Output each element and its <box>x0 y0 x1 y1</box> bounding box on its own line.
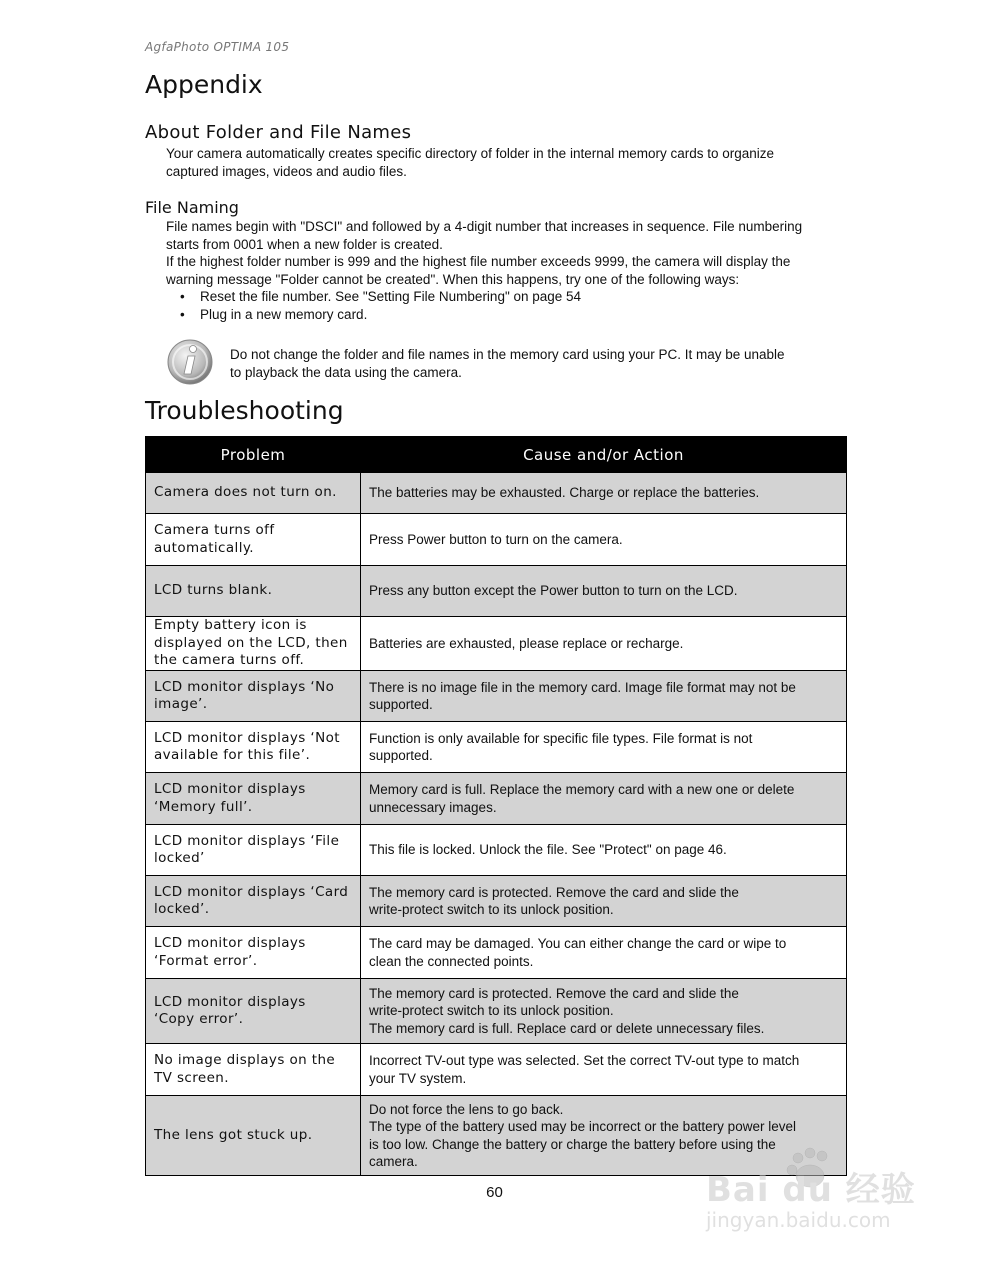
baidu-watermark <box>700 1140 940 1240</box>
cell-line: LCD monitor displays ‘No <box>154 678 335 695</box>
cell-line: ‘Format error’. <box>154 952 258 969</box>
action-cell <box>361 671 847 722</box>
table-row <box>146 876 847 927</box>
action-cell <box>361 979 847 1044</box>
cell-line: automatically. <box>154 539 255 556</box>
cell-line: locked’ <box>154 850 205 866</box>
action-cell <box>361 773 847 825</box>
cell-line: The memory card is protected. Remove the card and slide the <box>369 985 739 1001</box>
problem-cell <box>146 617 361 671</box>
cell-line: Press any button except the Power button to turn on the LCD. <box>369 583 738 599</box>
cell-line: ‘Memory full’. <box>154 798 253 815</box>
problem-cell <box>146 927 361 979</box>
cell-line: This file is locked. Unlock the file. See "Protect" on page 46. <box>369 842 727 858</box>
problem-cell <box>146 825 361 876</box>
text-line: Do not change the folder and file names in the memory card using your PC. It may be unable <box>230 347 785 362</box>
table-header-row <box>146 437 847 473</box>
cell-line: the camera turns off. <box>154 652 305 669</box>
problem-cell <box>146 566 361 617</box>
bullet-text: Reset the file number. See "Setting File Numbering" on page 54 <box>200 289 582 304</box>
text-line: warning message "Folder cannot be created". When this happens, try one of the following ways: <box>166 271 740 287</box>
cell-line: LCD monitor displays ‘File <box>154 832 340 849</box>
table-row <box>146 514 847 566</box>
cell-line: LCD monitor displays ‘Card <box>154 883 349 900</box>
problem-column-header: Problem <box>146 437 361 473</box>
table-body <box>146 473 847 1176</box>
problem-cell <box>146 722 361 773</box>
action-cell <box>361 617 847 671</box>
cell-line: The batteries may be exhausted. Charge or replace the batteries. <box>369 485 760 501</box>
cell-line: Empty battery icon is <box>154 617 307 634</box>
action-cell <box>361 1044 847 1096</box>
cell-line: displayed on the LCD, then <box>154 634 348 651</box>
table-row <box>146 979 847 1044</box>
cell-line: Camera turns off <box>154 522 275 538</box>
table-row <box>146 473 847 514</box>
cell-line: The memory card is protected. Remove the card and slide the <box>369 884 739 900</box>
bullet-item <box>180 288 581 306</box>
action-cell <box>361 473 847 514</box>
file-naming-title: File Naming <box>145 198 239 217</box>
cell-line: unnecessary images. <box>369 799 497 815</box>
action-column-header: Cause and/or Action <box>361 437 847 473</box>
cell-line: Incorrect TV-out type was selected. Set the correct TV-out type to match <box>369 1053 800 1068</box>
cell-line: There is no image file in the memory card. Image file format may not be <box>369 679 796 695</box>
problem-cell <box>146 671 361 722</box>
cell-line: Batteries are exhausted, please replace or recharge. <box>369 635 684 651</box>
cell-line: LCD monitor displays <box>154 993 306 1010</box>
folder-section-text <box>166 145 856 180</box>
document-header: AgfaPhoto OPTIMA 105 <box>145 40 290 54</box>
cell-line: camera. <box>369 1154 418 1169</box>
table-row <box>146 566 847 617</box>
cell-line: Press Power button to turn on the camera. <box>369 531 623 547</box>
note-text <box>230 346 840 381</box>
problem-cell <box>146 473 361 514</box>
appendix-title: Appendix <box>145 70 263 99</box>
cell-line: is too low. Change the battery or charge the battery before using the <box>369 1136 776 1152</box>
cell-line: The lens got stuck up. <box>154 1126 313 1143</box>
cell-line: Memory card is full. Replace the memory card with a new one or delete <box>369 782 795 797</box>
watermark-brand: Bai du 经验 <box>706 1170 916 1210</box>
text-line: File names begin with "DSCI" and followed by a 4-digit number that increases in sequence. File numbering <box>166 219 803 234</box>
table-row <box>146 1044 847 1096</box>
text-line: starts from 0001 when a new folder is created. <box>166 236 443 252</box>
cell-line: LCD monitor displays ‘Not <box>154 729 340 746</box>
cell-line: LCD monitor displays <box>154 935 306 951</box>
troubleshooting-table <box>145 436 847 1176</box>
table-row <box>146 671 847 722</box>
problem-cell <box>146 514 361 566</box>
cell-line: your TV system. <box>369 1070 467 1086</box>
page-number: 60 <box>486 1184 503 1201</box>
problem-cell <box>146 979 361 1044</box>
info-icon <box>166 336 214 386</box>
bullet-item <box>180 306 367 324</box>
text-line: captured images, videos and audio files. <box>166 163 407 179</box>
bullet-text: Plug in a new memory card. <box>200 307 368 322</box>
troubleshooting-title: Troubleshooting <box>145 396 344 425</box>
cell-line: supported. <box>369 697 433 712</box>
cell-line: TV screen. <box>154 1069 229 1086</box>
cell-line: LCD turns blank. <box>154 582 273 599</box>
cell-line: LCD monitor displays <box>154 781 306 797</box>
cell-line: The card may be damaged. You can either change the card or wipe to <box>369 936 787 951</box>
cell-line: locked’. <box>154 901 210 917</box>
action-cell <box>361 927 847 979</box>
cell-line: supported. <box>369 748 433 763</box>
file-naming-text <box>166 218 856 288</box>
cell-line: available for this file’. <box>154 747 311 763</box>
cell-line: clean the connected points. <box>369 953 534 969</box>
cell-line: ‘Copy error’. <box>154 1011 244 1027</box>
cell-line: image’. <box>154 696 208 712</box>
cell-line: write-protect switch to its unlock position. <box>369 902 614 917</box>
bullet-glyph: • <box>180 307 185 322</box>
folder-section-title: About Folder and File Names <box>145 122 412 143</box>
cell-line: The type of the battery used may be incorrect or the battery power level <box>369 1119 796 1134</box>
cell-line: Do not force the lens to go back. <box>369 1101 564 1117</box>
problem-cell <box>146 1044 361 1096</box>
cell-line: Function is only available for specific file types. File format is not <box>369 730 753 746</box>
problem-cell <box>146 876 361 927</box>
text-line: to playback the data using the camera. <box>230 364 462 380</box>
bullet-glyph: • <box>180 289 185 304</box>
cell-line: write-protect switch to its unlock position. <box>369 1003 614 1019</box>
table-row <box>146 825 847 876</box>
text-line: Your camera automatically creates specific directory of folder in the internal memory cards to organize <box>166 146 775 161</box>
cell-line: No image displays on the <box>154 1052 336 1068</box>
action-cell <box>361 876 847 927</box>
action-cell <box>361 722 847 773</box>
table-row <box>146 773 847 825</box>
table-row <box>146 617 847 671</box>
action-cell <box>361 514 847 566</box>
problem-cell <box>146 773 361 825</box>
problem-cell <box>146 1096 361 1176</box>
cell-line: Camera does not turn on. <box>154 484 337 501</box>
table-row <box>146 927 847 979</box>
cell-line: The memory card is full. Replace card or delete unnecessary files. <box>369 1020 765 1036</box>
text-line: If the highest folder number is 999 and the highest file number exceeds 9999, the camera will display the <box>166 254 791 269</box>
action-cell <box>361 566 847 617</box>
action-cell <box>361 825 847 876</box>
table-row <box>146 722 847 773</box>
watermark-url: jingyan.baidu.com <box>706 1208 891 1232</box>
